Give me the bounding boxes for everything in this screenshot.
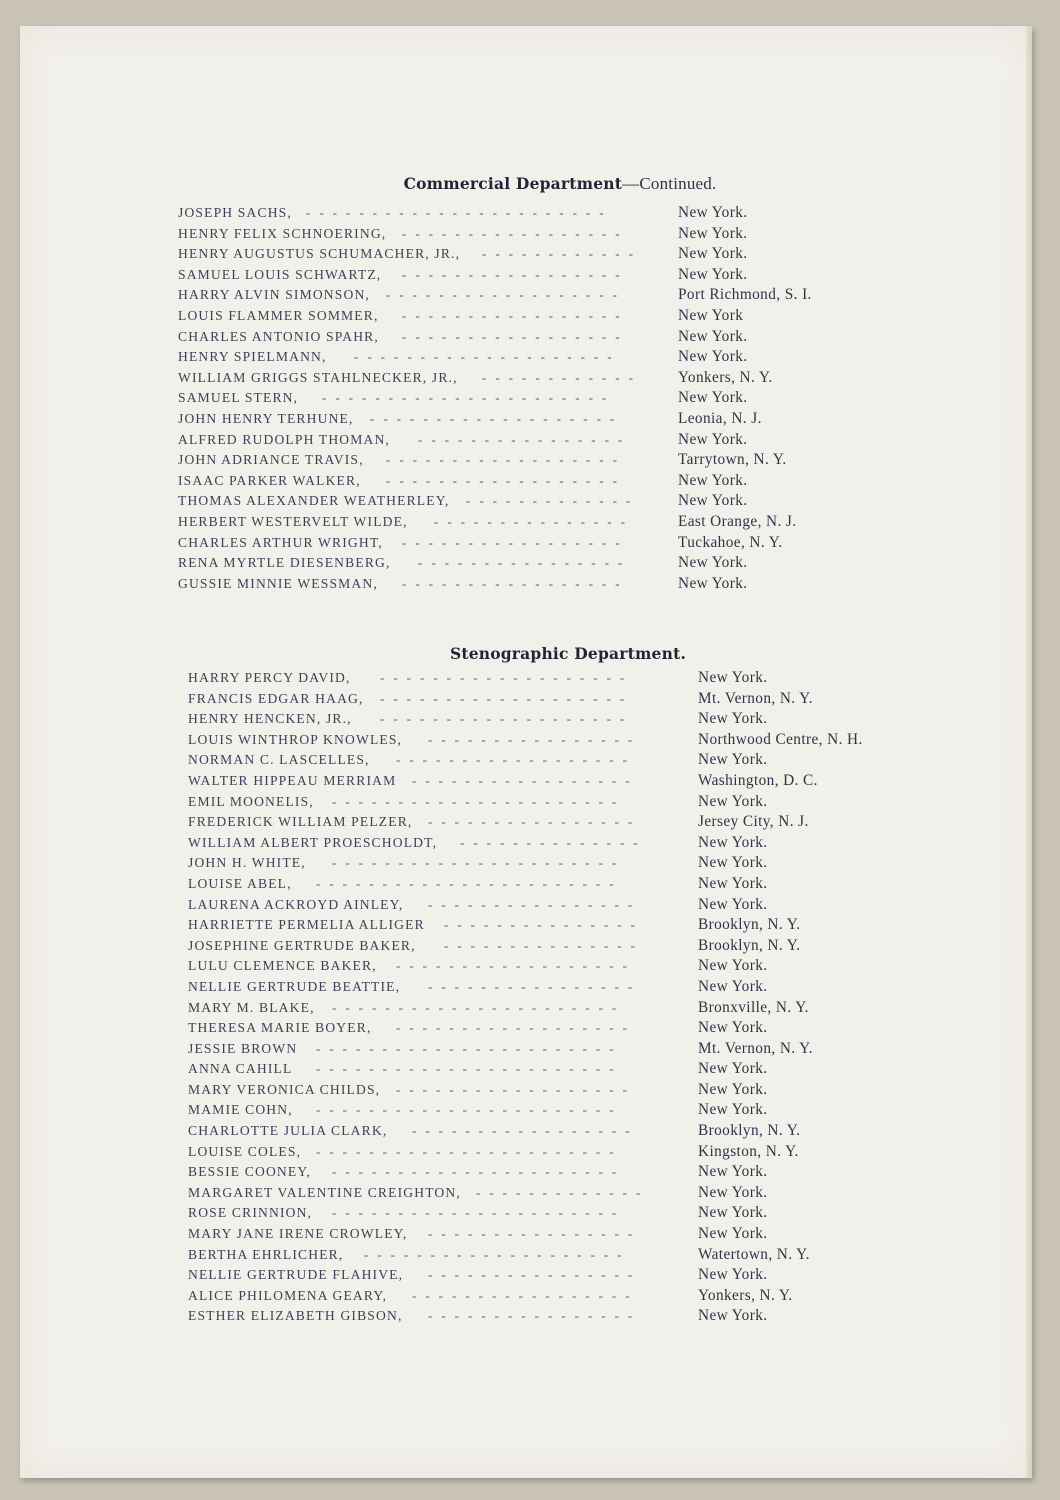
entry-place: New York. xyxy=(698,854,768,872)
list-item xyxy=(178,410,898,431)
commercial-heading-continued: —Continued. xyxy=(622,174,717,193)
list-item xyxy=(188,1246,908,1267)
leader-dashes: ---------------------- xyxy=(332,1164,626,1180)
list-item xyxy=(188,1163,908,1184)
list-item xyxy=(178,554,898,575)
entry-place: New York. xyxy=(698,669,768,686)
entry-name: LOUIS FLAMMER SOMMER, xyxy=(178,307,379,323)
leader-dashes: -------------------- xyxy=(354,349,621,365)
list-item xyxy=(188,710,908,731)
list-item xyxy=(188,1060,908,1081)
entry-place: Port Richmond, S. I. xyxy=(678,286,812,304)
entry-place: New York. xyxy=(678,492,748,510)
entry-name: HARRY ALVIN SIMONSON, xyxy=(178,287,370,303)
entry-place: Yonkers, N. Y. xyxy=(678,368,773,386)
entry-name: WALTER HIPPEAU MERRIAM xyxy=(188,772,397,788)
entry-name: HENRY HENCKEN, JR., xyxy=(188,711,352,727)
leader-dashes: --------------- xyxy=(444,937,644,953)
list-item xyxy=(188,854,908,875)
entry-place: Watertown, N. Y. xyxy=(698,1245,810,1263)
leader-dashes: ----------------- xyxy=(412,772,639,788)
stenographic-heading xyxy=(168,644,968,664)
list-item xyxy=(178,451,898,472)
entry-place: Leonia, N. J. xyxy=(678,409,762,427)
entry-place: Washington, D. C. xyxy=(698,771,818,789)
entry-place: New York. xyxy=(678,348,748,366)
entry-place: New York. xyxy=(698,1060,768,1078)
leader-dashes: ---------------- xyxy=(428,1267,642,1283)
entry-place: Northwood Centre, N. H. xyxy=(698,730,863,748)
entry-place: New York. xyxy=(698,1307,768,1325)
entry-place: New York. xyxy=(678,265,748,283)
entry-name: ANNA CAHILL xyxy=(188,1061,293,1077)
entry-name: BESSIE COONEY, xyxy=(188,1164,312,1180)
leader-dashes: --------------- xyxy=(444,917,644,933)
entry-place: New York. xyxy=(698,977,768,995)
entry-name: ESTHER ELIZABETH GIBSON, xyxy=(188,1308,403,1324)
entry-name: EMIL MOONELIS, xyxy=(188,793,314,809)
leader-dashes: ---------------- xyxy=(418,431,632,447)
leader-dashes: ---------------- xyxy=(428,896,642,912)
leader-dashes: ----------------- xyxy=(402,534,629,550)
entry-name: HENRY AUGUSTUS SCHUMACHER, JR., xyxy=(178,246,461,262)
list-item xyxy=(188,916,908,937)
list-item xyxy=(178,286,898,307)
entry-place: New York. xyxy=(698,792,768,810)
commercial-heading-title: Commercial Department xyxy=(403,174,623,193)
entry-name: NORMAN C. LASCELLES, xyxy=(188,752,370,768)
leader-dashes: ---------------------- xyxy=(332,855,626,871)
list-item xyxy=(188,1019,908,1040)
entry-place: Bronxville, N. Y. xyxy=(698,998,809,1016)
leader-dashes: ----------------- xyxy=(402,266,629,282)
commercial-list xyxy=(178,204,898,595)
leader-dashes: ------------------- xyxy=(380,690,634,706)
leader-dashes: ----------------- xyxy=(412,1287,639,1303)
entry-name: CHARLOTTE JULIA CLARK, xyxy=(188,1123,388,1139)
entry-place: New York. xyxy=(698,957,768,975)
entry-name: LULU CLEMENCE BAKER, xyxy=(188,958,377,974)
leader-dashes: ---------------- xyxy=(418,555,632,571)
entry-place: New York. xyxy=(678,224,748,242)
leader-dashes: ----------------- xyxy=(402,307,629,323)
leader-dashes: ------------------- xyxy=(380,711,634,727)
list-item xyxy=(188,1287,908,1308)
list-item xyxy=(188,1204,908,1225)
leader-dashes: -------------------- xyxy=(364,1246,631,1262)
leader-dashes: ----------------------- xyxy=(306,205,613,220)
list-item xyxy=(188,1225,908,1246)
entry-name: THOMAS ALEXANDER WEATHERLEY, xyxy=(178,493,450,509)
list-item xyxy=(188,937,908,958)
leader-dashes: ----------------------- xyxy=(316,1061,623,1077)
leader-dashes: ---------------- xyxy=(428,1226,642,1242)
leader-dashes: ----------------------- xyxy=(316,1143,623,1159)
entry-place: Brooklyn, N. Y. xyxy=(698,916,801,934)
leader-dashes: ----------------- xyxy=(412,1123,639,1139)
entry-place: New York xyxy=(678,306,744,324)
entry-name: HARRY PERCY DAVID, xyxy=(188,670,351,685)
entry-name: BERTHA EHRLICHER, xyxy=(188,1246,344,1262)
leader-dashes: ------------ xyxy=(482,246,642,262)
entry-name: LAURENA ACKROYD AINLEY, xyxy=(188,896,404,912)
entry-place: Jersey City, N. J. xyxy=(698,813,809,831)
entry-place: New York. xyxy=(698,895,768,913)
list-item xyxy=(178,472,898,493)
entry-name: ALICE PHILOMENA GEARY, xyxy=(188,1287,388,1303)
entry-place: New York. xyxy=(678,574,748,592)
entry-place: New York. xyxy=(698,1163,768,1181)
list-item xyxy=(188,731,908,752)
entry-place: New York. xyxy=(678,430,748,448)
entry-place: New York. xyxy=(698,833,768,851)
leader-dashes: ----------------------- xyxy=(316,875,623,891)
leader-dashes: ------------------ xyxy=(396,1081,636,1097)
entry-place: Kingston, N. Y. xyxy=(698,1142,799,1160)
list-item xyxy=(188,1307,908,1328)
document-page xyxy=(20,26,1032,1478)
list-item xyxy=(188,834,908,855)
entry-place: New York. xyxy=(698,1019,768,1037)
page-edge xyxy=(1026,26,1032,1478)
entry-name: FREDERICK WILLIAM PELZER, xyxy=(188,814,413,830)
list-item xyxy=(188,669,908,690)
entry-name: NELLIE GERTRUDE FLAHIVE, xyxy=(188,1267,404,1283)
leader-dashes: ---------------- xyxy=(428,731,642,747)
entry-place: New York. xyxy=(678,389,748,407)
entry-place: New York. xyxy=(678,471,748,489)
entry-place: Tuckahoe, N. Y. xyxy=(678,533,783,551)
entry-name: WILLIAM GRIGGS STAHLNECKER, JR., xyxy=(178,369,458,385)
entry-name: MARY VERONICA CHILDS, xyxy=(188,1081,381,1097)
list-item xyxy=(178,513,898,534)
entry-name: LOUISE COLES, xyxy=(188,1143,302,1159)
list-item xyxy=(188,1122,908,1143)
leader-dashes: ---------------- xyxy=(428,1308,642,1324)
entry-place: Brooklyn, N. Y. xyxy=(698,1122,801,1140)
list-item xyxy=(178,431,898,452)
list-item xyxy=(188,957,908,978)
leader-dashes: ------------------ xyxy=(386,287,626,303)
entry-name: LOUISE ABEL, xyxy=(188,875,292,891)
leader-dashes: ----------------- xyxy=(402,575,629,591)
entry-name: HERBERT WESTERVELT WILDE, xyxy=(178,513,408,529)
leader-dashes: ------------------ xyxy=(396,1020,636,1036)
entry-name: WILLIAM ALBERT PROESCHOLDT, xyxy=(188,834,438,850)
entry-name: JOSEPH SACHS, xyxy=(178,205,292,220)
commercial-heading xyxy=(160,174,960,194)
entry-place: New York. xyxy=(698,1101,768,1119)
list-item xyxy=(178,204,898,225)
entry-name: ROSE CRINNION, xyxy=(188,1205,313,1221)
entry-name: CHARLES ARTHUR WRIGHT, xyxy=(178,534,383,550)
list-item xyxy=(178,492,898,513)
list-item xyxy=(188,793,908,814)
entry-name: FRANCIS EDGAR HAAG, xyxy=(188,690,364,706)
entry-place: New York. xyxy=(678,204,748,221)
leader-dashes: ----------------- xyxy=(402,328,629,344)
leader-dashes: ---------------------- xyxy=(322,390,616,406)
entry-name: MARGARET VALENTINE CREIGHTON, xyxy=(188,1184,461,1200)
list-item xyxy=(188,1266,908,1287)
entry-name: MARY JANE IRENE CROWLEY, xyxy=(188,1226,408,1242)
list-item xyxy=(188,813,908,834)
leader-dashes: ---------------------- xyxy=(332,999,626,1015)
entry-place: New York. xyxy=(678,245,748,263)
leader-dashes: ------------------ xyxy=(386,472,626,488)
entry-name: JOHN H. WHITE, xyxy=(188,855,306,871)
entry-place: Tarrytown, N. Y. xyxy=(678,451,787,469)
leader-dashes: ------------ xyxy=(482,369,642,385)
leader-dashes: ------------------ xyxy=(396,958,636,974)
entry-place: New York. xyxy=(698,751,768,769)
entry-place: New York. xyxy=(698,874,768,892)
leader-dashes: ------------- xyxy=(476,1184,650,1200)
leader-dashes: --------------- xyxy=(434,513,634,529)
entry-place: New York. xyxy=(698,1080,768,1098)
leader-dashes: ----------------------- xyxy=(316,1102,623,1118)
leader-dashes: ---------------- xyxy=(428,978,642,994)
stenographic-heading-title: Stenographic Department. xyxy=(449,644,687,663)
entry-name: MAMIE COHN, xyxy=(188,1102,293,1118)
entry-place: Mt. Vernon, N. Y. xyxy=(698,1039,813,1057)
list-item xyxy=(188,1101,908,1122)
leader-dashes: ------------------ xyxy=(396,752,636,768)
list-item xyxy=(188,999,908,1020)
list-item xyxy=(188,1081,908,1102)
entry-name: MARY M. BLAKE, xyxy=(188,999,315,1015)
entry-place: Mt. Vernon, N. Y. xyxy=(698,689,813,707)
list-item xyxy=(178,534,898,555)
entry-name: HENRY FELIX SCHNOERING, xyxy=(178,225,387,241)
entry-name: HARRIETTE PERMELIA ALLIGER xyxy=(188,917,425,933)
list-item xyxy=(178,348,898,369)
entry-name: ALFRED RUDOLPH THOMAN, xyxy=(178,431,390,447)
list-item xyxy=(178,389,898,410)
entry-place: New York. xyxy=(698,1204,768,1222)
entry-place: Brooklyn, N. Y. xyxy=(698,936,801,954)
list-item xyxy=(188,978,908,999)
list-item xyxy=(188,1040,908,1061)
entry-name: RENA MYRTLE DIESENBERG, xyxy=(178,555,391,571)
entry-name: ISAAC PARKER WALKER, xyxy=(178,472,361,488)
list-item xyxy=(188,1184,908,1205)
list-item xyxy=(178,369,898,390)
list-item xyxy=(188,690,908,711)
entry-place: New York. xyxy=(678,554,748,572)
list-item xyxy=(178,307,898,328)
leader-dashes: ----------------------- xyxy=(316,1040,623,1056)
entry-place: East Orange, N. J. xyxy=(678,512,797,530)
leader-dashes: ---------------------- xyxy=(332,793,626,809)
leader-dashes: ----------------- xyxy=(402,225,629,241)
entry-name: GUSSIE MINNIE WESSMAN, xyxy=(178,575,378,591)
entry-name: JOHN ADRIANCE TRAVIS, xyxy=(178,452,364,468)
list-item xyxy=(188,1143,908,1164)
entry-place: New York. xyxy=(698,710,768,728)
entry-name: JOHN HENRY TERHUNE, xyxy=(178,410,354,426)
leader-dashes: -------------- xyxy=(460,834,647,850)
leader-dashes: ------------------- xyxy=(370,410,624,426)
entry-place: New York. xyxy=(698,1183,768,1201)
list-item xyxy=(178,328,898,349)
leader-dashes: ---------------------- xyxy=(332,1205,626,1221)
leader-dashes: ------------------- xyxy=(380,670,634,685)
leader-dashes: ---------------- xyxy=(428,814,642,830)
list-item xyxy=(188,772,908,793)
entry-place: Yonkers, N. Y. xyxy=(698,1286,793,1304)
entry-place: New York. xyxy=(698,1225,768,1243)
entry-name: SAMUEL STERN, xyxy=(178,390,299,406)
list-item xyxy=(178,245,898,266)
list-item xyxy=(188,751,908,772)
leader-dashes: ------------- xyxy=(466,493,640,509)
entry-name: HENRY SPIELMANN, xyxy=(178,349,327,365)
entry-place: New York. xyxy=(678,327,748,345)
entry-name: THERESA MARIE BOYER, xyxy=(188,1020,372,1036)
list-item xyxy=(178,266,898,287)
stenographic-list xyxy=(188,669,908,1328)
entry-name: SAMUEL LOUIS SCHWARTZ, xyxy=(178,266,382,282)
entry-name: JOSEPHINE GERTRUDE BAKER, xyxy=(188,937,416,953)
list-item xyxy=(188,896,908,917)
entry-name: LOUIS WINTHROP KNOWLES, xyxy=(188,731,403,747)
list-item xyxy=(178,575,898,596)
entry-name: NELLIE GERTRUDE BEATTIE, xyxy=(188,978,401,994)
entry-name: CHARLES ANTONIO SPAHR, xyxy=(178,328,379,344)
list-item xyxy=(178,225,898,246)
list-item xyxy=(188,875,908,896)
entry-place: New York. xyxy=(698,1266,768,1284)
entry-name: JESSIE BROWN xyxy=(188,1040,298,1056)
leader-dashes: ------------------ xyxy=(386,452,626,468)
